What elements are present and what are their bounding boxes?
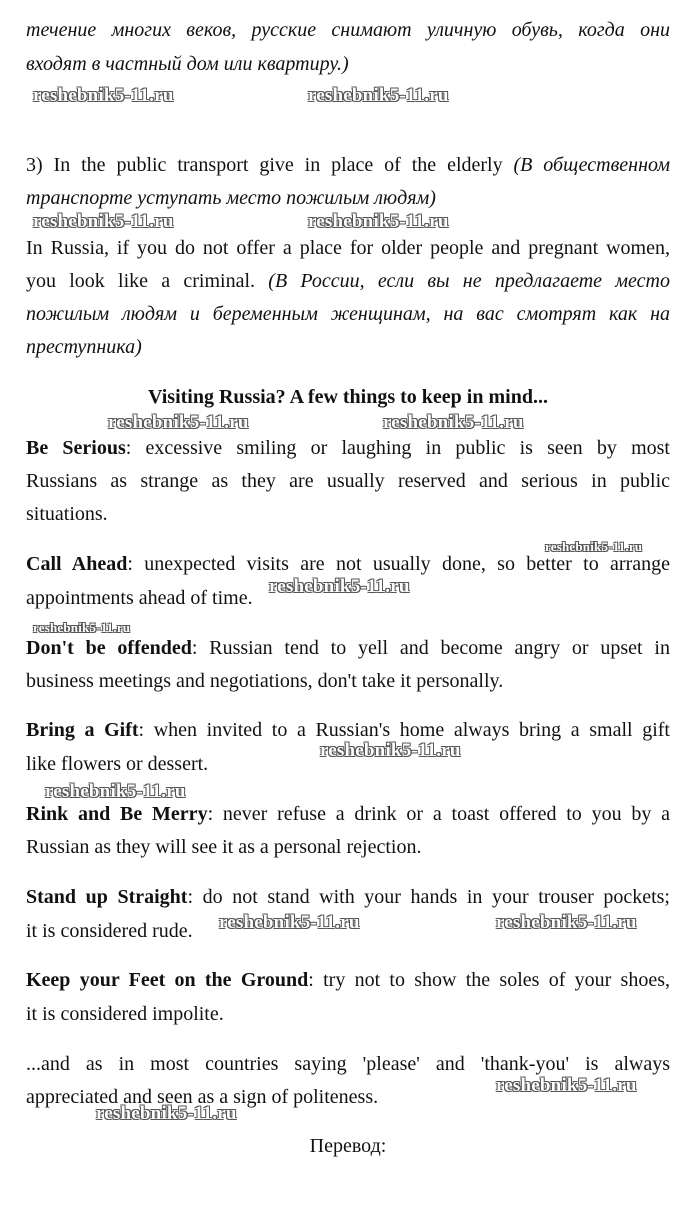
item3-title-en: 3) In the public transport give in place of the elderly	[26, 154, 514, 176]
watermark: reshebnik5-11.ru	[45, 781, 186, 802]
tip-feet-term: Keep your Feet on the Ground	[26, 969, 309, 991]
tip-merry-line-2: Russian as they will see it as a personal rejection.	[26, 836, 422, 858]
tip-call-term: Call Ahead	[26, 553, 128, 575]
tip-gift-line-2: like flowers or dessert.	[26, 753, 209, 775]
watermark: reshebnik5-11.ru	[33, 211, 174, 232]
item3-paragraph-line-4: преступника)	[26, 336, 142, 358]
intro-line-2: входят в частный дом или квартиру.)	[26, 53, 349, 75]
tip-straight-line-2: it is considered rude.	[26, 920, 193, 942]
translation-label: Перевод:	[309, 1135, 387, 1157]
tip-offended-line-2: business meetings and negotiations, don't take it personally.	[26, 670, 504, 692]
tip-feet-text-1: : try not to show the soles of your shoes,	[308, 969, 671, 991]
item3-line-2: транспорте уступать место пожилым людям)	[26, 187, 436, 209]
watermark: reshebnik5-11.ru	[96, 1103, 237, 1124]
tip-straight-line-1	[26, 885, 670, 909]
intro-line-1: течение многих веков, русские снимают уличную обувь, когда они	[26, 19, 670, 41]
item3-paragraph-line-2	[26, 269, 670, 293]
tip-serious-line-1	[26, 436, 670, 460]
item3-paragraph-ru: (В России, если вы не предлагаете место	[268, 270, 670, 292]
tip-offended-term: Don't be offended	[26, 637, 192, 659]
tip-call-line-1	[26, 552, 670, 576]
tip-gift-line-1	[26, 718, 670, 742]
item3-paragraph-en: you look like a criminal.	[26, 270, 269, 292]
tip-call-line-2: appointments ahead of time.	[26, 587, 253, 609]
closing-line-2: appreciated and seen as a sign of politeness.	[26, 1086, 379, 1108]
tip-serious-term: Be Serious	[26, 437, 126, 459]
tip-serious-text-1: : excessive smiling or laughing in public is seen by most	[125, 437, 670, 459]
watermark: reshebnik5-11.ru	[308, 85, 449, 106]
watermark: reshebnik5-11.ru	[496, 1075, 637, 1096]
tip-gift-term: Bring a Gift	[26, 719, 139, 741]
watermark: reshebnik5-11.ru	[496, 912, 637, 933]
tip-merry-line-1	[26, 802, 670, 826]
tip-merry-term: Rink and Be Merry	[26, 803, 208, 825]
tip-call-text-1: : unexpected visits are not usually done, so better to arrange	[127, 553, 670, 575]
section-heading: Visiting Russia? A few things to keep in mind...	[148, 386, 548, 408]
tip-feet-line-1	[26, 968, 670, 992]
tip-gift-text-1: : when invited to a Russian's home always bring a small gift	[138, 719, 670, 741]
closing-line-1: ...and as in most countries saying 'please' and 'thank-you' is always	[26, 1053, 670, 1075]
watermark: reshebnik5-11.ru	[108, 412, 249, 433]
item3-title-ru: (В общественном	[513, 154, 671, 176]
watermark: reshebnik5-11.ru	[219, 912, 360, 933]
watermark: reshebnik5-11.ru	[33, 85, 174, 106]
watermark: reshebnik5-11.ru	[33, 620, 131, 635]
watermark: reshebnik5-11.ru	[308, 211, 449, 232]
watermark: reshebnik5-11.ru	[383, 412, 524, 433]
tip-offended-text-1: : Russian tend to yell and become angry or upset in	[191, 637, 670, 659]
item3-line-1	[26, 153, 670, 177]
item3-paragraph-line-1: In Russia, if you do not offer a place for older people and pregnant women,	[26, 237, 670, 259]
tip-offended-line-1	[26, 636, 670, 660]
tip-straight-text-1: : do not stand with your hands in your trouser pockets;	[187, 886, 670, 908]
item3-paragraph-line-3: пожилым людям и беременным женщинам, на вас смотрят как на	[26, 303, 670, 325]
tip-serious-line-2: Russians as strange as they are usually reserved and serious in public	[26, 470, 670, 492]
tip-feet-line-2: it is considered impolite.	[26, 1003, 224, 1025]
watermark: reshebnik5-11.ru	[545, 539, 643, 554]
tip-serious-line-3: situations.	[26, 503, 108, 525]
tip-merry-text-1: : never refuse a drink or a toast offered to you by a	[207, 803, 671, 825]
watermark: reshebnik5-11.ru	[320, 740, 461, 761]
tip-straight-term: Stand up Straight	[26, 886, 188, 908]
watermark: reshebnik5-11.ru	[269, 576, 410, 597]
